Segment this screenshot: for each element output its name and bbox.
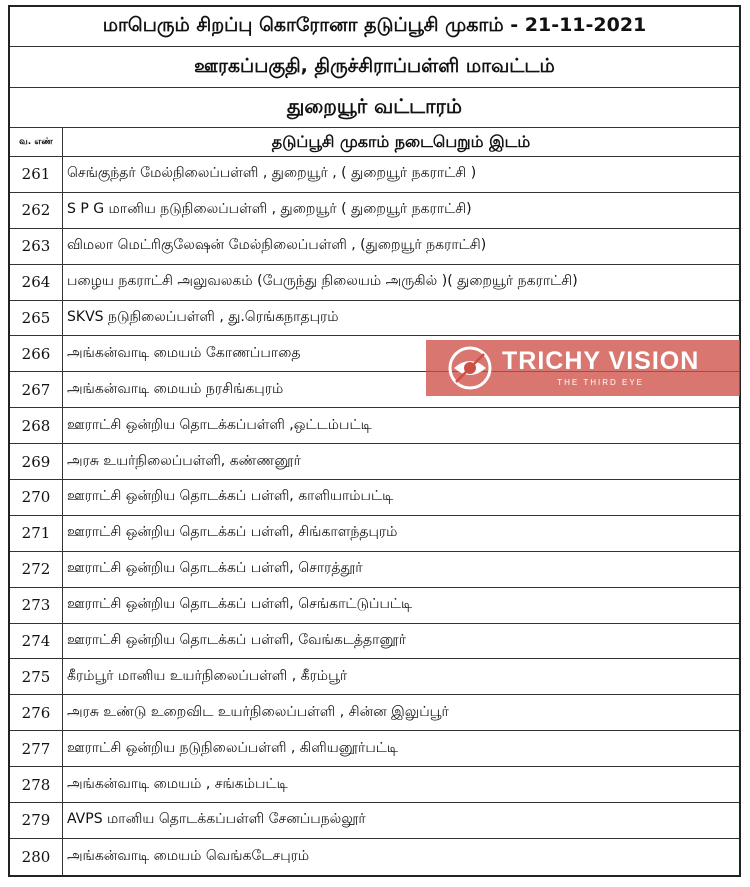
watermark-tagline: THE THIRD EYE xyxy=(557,378,645,387)
table-row xyxy=(10,624,739,660)
table-row xyxy=(10,265,739,301)
table-row xyxy=(10,803,739,839)
table-row xyxy=(10,839,739,875)
row-serial-number: 267 xyxy=(10,372,63,407)
row-serial-number: 262 xyxy=(10,193,63,228)
row-serial-number: 266 xyxy=(10,336,63,371)
row-camp-location: S P G மானிய நடுநிலைப்பள்ளி , துறையூர் ( துறையூர் நகராட்சி) xyxy=(67,201,472,218)
table-header xyxy=(10,128,739,157)
table-row xyxy=(10,444,739,480)
region-subtitle: ஊரகப்பகுதி, திருச்சிராப்பள்ளி மாவட்டம் xyxy=(10,47,739,88)
row-serial-number: 277 xyxy=(10,731,63,766)
table-row xyxy=(10,552,739,588)
row-serial-number: 268 xyxy=(10,408,63,443)
row-camp-location: விமலா மெட்ரிகுலேஷன் மேல்நிலைப்பள்ளி , (துறையூர் நகராட்சி) xyxy=(67,237,487,254)
row-serial-number: 265 xyxy=(10,301,63,336)
table-row xyxy=(10,301,739,337)
row-camp-location: அங்கன்வாடி மையம் , சங்கம்பட்டி xyxy=(67,775,288,792)
row-serial-number: 271 xyxy=(10,516,63,551)
row-serial-number: 278 xyxy=(10,767,63,802)
table-row xyxy=(10,695,739,731)
row-camp-location: கீரம்பூர் மானிய உயர்நிலைப்பள்ளி , கீரம்பூர் xyxy=(67,667,348,684)
table-row xyxy=(10,157,739,193)
row-serial-number: 270 xyxy=(10,480,63,515)
table-row xyxy=(10,767,739,803)
row-camp-location: ஊராட்சி ஒன்றிய தொடக்கப்பள்ளி ,ஒட்டம்பட்டி xyxy=(67,416,372,433)
table-row xyxy=(10,229,739,265)
row-camp-location: அங்கன்வாடி மையம் நரசிங்கபுரம் xyxy=(67,380,284,397)
eye-logo-icon xyxy=(448,346,492,390)
row-camp-location: செங்குந்தர் மேல்நிலைப்பள்ளி , துறையூர் , ( துறையூர் நகராட்சி ) xyxy=(67,165,477,182)
row-serial-number: 272 xyxy=(10,552,63,587)
block-subtitle: துறையூர் வட்டாரம் xyxy=(10,88,739,128)
table-row xyxy=(10,731,739,767)
row-camp-location: ஊராட்சி ஒன்றிய தொடக்கப் பள்ளி, வேங்கடத்தானூர் xyxy=(67,632,407,649)
table-row xyxy=(10,659,739,695)
table-row xyxy=(10,193,739,229)
row-camp-location: ஊராட்சி ஒன்றிய தொடக்கப் பள்ளி, செங்காட்டுப்பட்டி xyxy=(67,596,413,613)
row-camp-location: பழைய நகராட்சி அலுவலகம் (பேருந்து நிலையம் அருகில் )( துறையூர் நகராட்சி) xyxy=(67,273,578,290)
serial-column-header: வ. எண் xyxy=(10,128,63,156)
document-title: மாபெரும் சிறப்பு கொரோனா தடுப்பூசி முகாம் - 21-11-2021 xyxy=(10,7,739,47)
row-serial-number: 273 xyxy=(10,588,63,623)
row-camp-location: ஊராட்சி ஒன்றிய தொடக்கப் பள்ளி, காளியாம்பட்டி xyxy=(67,488,394,505)
row-camp-location: AVPS மானிய தொடக்கப்பள்ளி சேனப்பநல்லூர் xyxy=(67,811,366,828)
row-serial-number: 269 xyxy=(10,444,63,479)
camp-list-sheet xyxy=(8,5,741,877)
place-column-header: தடுப்பூசி முகாம் நடைபெறும் இடம் xyxy=(271,131,531,151)
table-row xyxy=(10,588,739,624)
row-camp-location: ஊராட்சி ஒன்றிய தொடக்கப் பள்ளி, சிங்காளந்தபுரம் xyxy=(67,524,398,541)
table-row xyxy=(10,408,739,444)
row-camp-location: ஊராட்சி ஒன்றிய தொடக்கப் பள்ளி, சொரத்தூர் xyxy=(67,560,363,577)
row-serial-number: 279 xyxy=(10,803,63,838)
row-serial-number: 274 xyxy=(10,624,63,659)
row-serial-number: 280 xyxy=(10,839,63,875)
row-camp-location: அங்கன்வாடி மையம் வெங்கடேசபுரம் xyxy=(67,847,310,864)
watermark-brand: TRICHY VISION xyxy=(502,347,700,375)
row-camp-location: அரசு உண்டு உறைவிட உயர்நிலைப்பள்ளி , சின்ன இலுப்பூர் xyxy=(67,703,449,720)
row-camp-location: அரசு உயர்நிலைப்பள்ளி, கண்ணனூர் xyxy=(67,452,301,469)
watermark xyxy=(426,340,740,396)
row-serial-number: 261 xyxy=(10,157,63,192)
row-serial-number: 263 xyxy=(10,229,63,264)
row-serial-number: 275 xyxy=(10,659,63,694)
table-row xyxy=(10,516,739,552)
row-camp-location: ஊராட்சி ஒன்றிய நடுநிலைப்பள்ளி , கிளியனூர்பட்டி xyxy=(67,739,399,756)
table-body xyxy=(10,157,739,875)
row-camp-location: அங்கன்வாடி மையம் கோணப்பாதை xyxy=(67,344,301,361)
row-camp-location: SKVS நடுநிலைப்பள்ளி , து.ரெங்கநாதபுரம் xyxy=(67,309,339,325)
row-serial-number: 276 xyxy=(10,695,63,730)
table-row xyxy=(10,480,739,516)
row-serial-number: 264 xyxy=(10,265,63,300)
